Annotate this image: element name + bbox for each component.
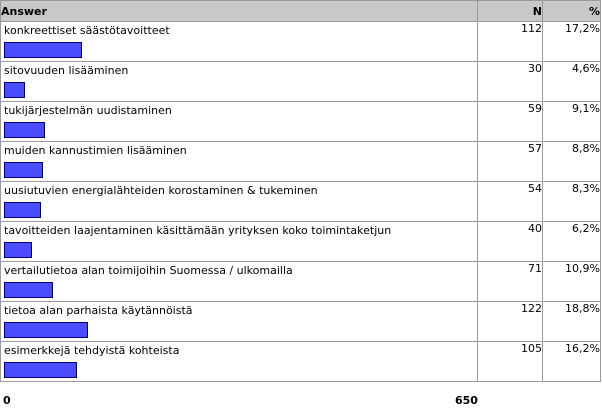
header-n: N bbox=[478, 1, 543, 22]
answer-cell bbox=[1, 182, 478, 222]
answer-cell bbox=[1, 262, 478, 302]
answer-cell bbox=[1, 302, 478, 342]
answer-cell bbox=[1, 102, 478, 142]
answer-cell bbox=[1, 342, 478, 382]
percent-value: 18,8% bbox=[543, 302, 601, 342]
category-label: muiden kannustimien lisääminen bbox=[4, 144, 187, 157]
category-label: uusiutuvien energialähteiden korostaminen & tukeminen bbox=[4, 184, 318, 197]
category-label: tavoitteiden laajentaminen käsittämään yrityksen koko toimintaketjun bbox=[4, 224, 392, 237]
header-answer: Answer bbox=[1, 1, 478, 22]
results-body bbox=[1, 22, 601, 382]
answer-cell bbox=[1, 222, 478, 262]
axis-min-label: 0 bbox=[3, 394, 11, 407]
category-label: sitovuuden lisääminen bbox=[4, 64, 129, 77]
count-value: 59 bbox=[478, 102, 543, 142]
table-row bbox=[1, 102, 601, 142]
bar bbox=[4, 202, 41, 218]
bar bbox=[4, 122, 45, 138]
table-row bbox=[1, 262, 601, 302]
category-label: esimerkkejä tehdyistä kohteista bbox=[4, 344, 180, 357]
category-label: tietoa alan parhaista käytännöistä bbox=[4, 304, 193, 317]
count-value: 105 bbox=[478, 342, 543, 382]
category-label: tukijärjestelmän uudistaminen bbox=[4, 104, 172, 117]
answer-cell bbox=[1, 22, 478, 62]
category-label: konkreettiset säästötavoitteet bbox=[4, 24, 170, 37]
category-label: vertailutietoa alan toimijoihin Suomessa / ulkomailla bbox=[4, 264, 293, 277]
bar bbox=[4, 322, 88, 338]
table-row bbox=[1, 302, 601, 342]
answer-cell bbox=[1, 142, 478, 182]
table-row bbox=[1, 222, 601, 262]
bar bbox=[4, 42, 82, 58]
table-row bbox=[1, 182, 601, 222]
count-value: 57 bbox=[478, 142, 543, 182]
table-row bbox=[1, 62, 601, 102]
percent-value: 17,2% bbox=[543, 22, 601, 62]
header-row bbox=[1, 1, 601, 22]
count-value: 40 bbox=[478, 222, 543, 262]
table-row bbox=[1, 22, 601, 62]
table-row bbox=[1, 342, 601, 382]
percent-value: 9,1% bbox=[543, 102, 601, 142]
count-value: 112 bbox=[478, 22, 543, 62]
answer-cell bbox=[1, 62, 478, 102]
percent-value: 4,6% bbox=[543, 62, 601, 102]
count-value: 54 bbox=[478, 182, 543, 222]
table-row bbox=[1, 142, 601, 182]
percent-value: 16,2% bbox=[543, 342, 601, 382]
percent-value: 6,2% bbox=[543, 222, 601, 262]
bar bbox=[4, 362, 77, 378]
count-value: 122 bbox=[478, 302, 543, 342]
bar bbox=[4, 162, 43, 178]
bar bbox=[4, 282, 53, 298]
percent-value: 10,9% bbox=[543, 262, 601, 302]
percent-value: 8,8% bbox=[543, 142, 601, 182]
count-value: 30 bbox=[478, 62, 543, 102]
header-percent: % bbox=[543, 1, 601, 22]
count-value: 71 bbox=[478, 262, 543, 302]
bar bbox=[4, 242, 32, 258]
axis-max-label: 650 bbox=[455, 394, 478, 407]
bar bbox=[4, 82, 25, 98]
percent-value: 8,3% bbox=[543, 182, 601, 222]
